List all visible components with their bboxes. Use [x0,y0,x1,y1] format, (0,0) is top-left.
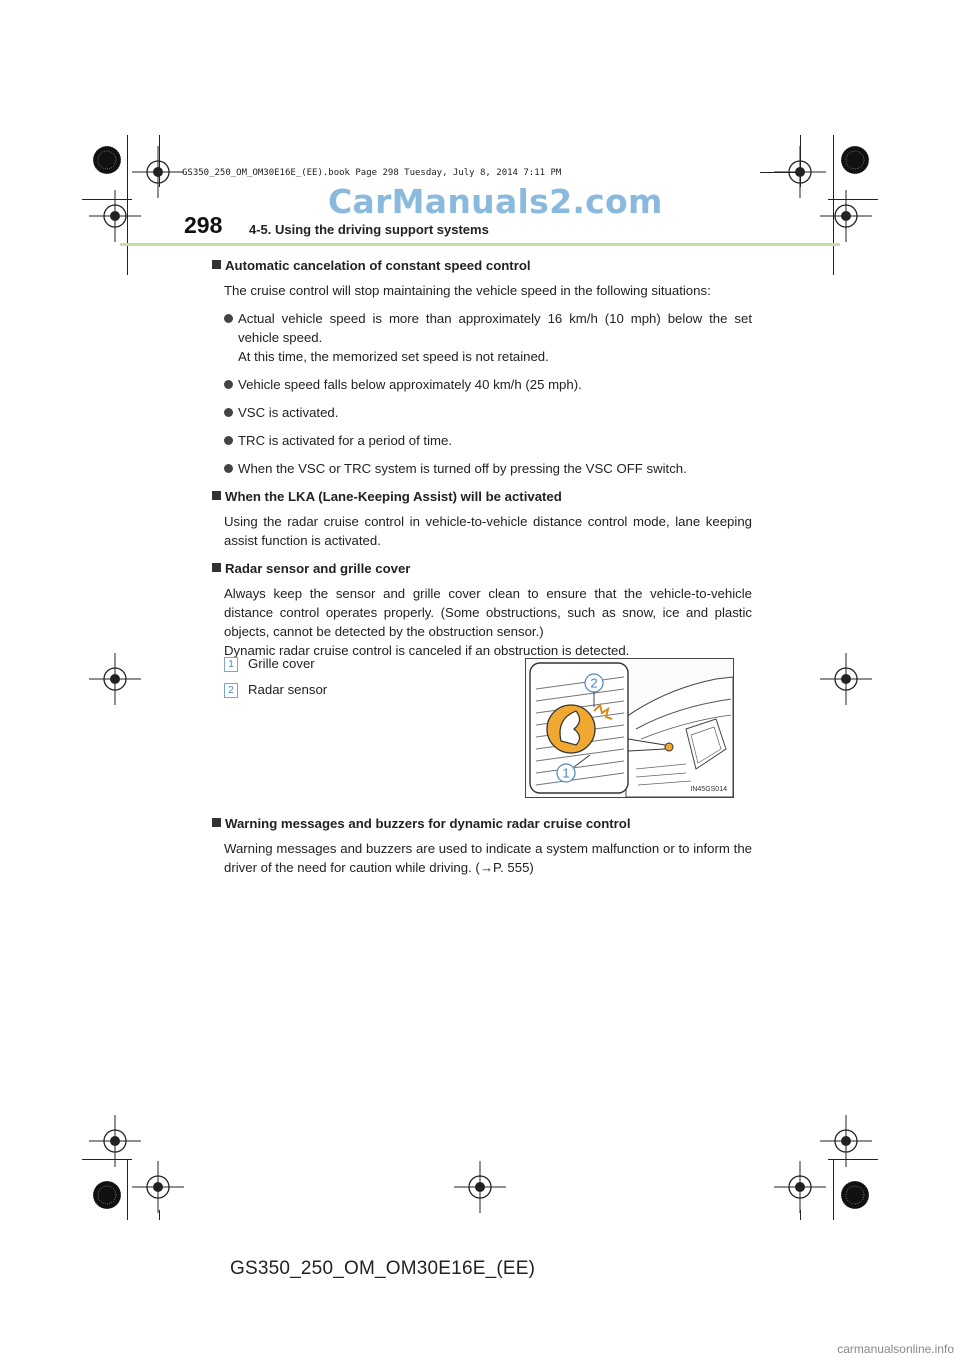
figure-code: IN45GS014 [690,786,727,793]
legend-item [224,682,327,698]
circle-bullet-icon [224,436,233,445]
list-item: Actual vehicle speed is more than approximately 16 km/h (10 mph) below the set vehicle speed. At this time, the memorized set speed is not retained. [224,309,752,366]
section-intro: The cruise control will stop maintaining the vehicle speed in the following situations: [224,283,711,298]
square-bullet-icon [212,818,221,827]
legend-label: Grille cover [248,656,315,671]
footer-watermark[interactable]: carmanualsonline.info [837,1342,954,1356]
section-heading: When the LKA (Lane-Keeping Assist) will be activated [212,487,752,506]
callout-number: 1 [224,657,238,672]
callout-1: 1 [562,765,570,781]
circle-bullet-icon [224,314,233,323]
page-number: 298 [184,212,223,238]
grille-illustration [526,659,733,797]
circle-bullet-icon [224,380,233,389]
legend-item [224,656,315,672]
section-heading: Automatic cancelation of constant speed control [212,256,752,275]
book-info: GS350_250_OM_OM30E16E_(EE).book Page 298 Tuesday, July 8, 2014 7:11 PM [182,168,562,178]
list-item: VSC is activated. [224,403,752,422]
list-item: TRC is activated for a period of time. [224,431,752,450]
square-bullet-icon [212,563,221,572]
callout-2: 2 [590,675,598,691]
section-heading: Radar sensor and grille cover [212,559,752,578]
section-title: 4-5. Using the driving support systems [249,222,489,237]
legend-label: Radar sensor [248,682,328,697]
section-text: Warning messages and buzzers are used to indicate a system malfunction or to inform the driver of the need for caution while driving. (→P. 555) [224,841,752,875]
circle-bullet-icon [224,464,233,473]
section-heading: Warning messages and buzzers for dynamic radar cruise control [212,814,752,833]
section-text: Using the radar cruise control in vehicle-to-vehicle distance control mode, lane keeping assist function is activated. [224,514,752,548]
circle-bullet-icon [224,408,233,417]
list-item: When the VSC or TRC system is turned off by pressing the VSC OFF switch. [224,459,752,478]
list-item: Vehicle speed falls below approximately 40 km/h (25 mph). [224,375,752,394]
main-content [212,256,752,669]
watermark-logo[interactable]: CarManuals2.com [328,182,663,221]
section-text: Dynamic radar cruise control is canceled if an obstruction is detected. [224,643,630,658]
warnings-section [212,814,752,886]
square-bullet-icon [212,260,221,269]
radar-sensor-figure [525,658,734,798]
callout-number: 2 [224,683,238,698]
header-rule [120,243,840,246]
document-code: GS350_250_OM_OM30E16E_(EE) [230,1258,536,1279]
square-bullet-icon [212,491,221,500]
section-text: Always keep the sensor and grille cover clean to ensure that the vehicle-to-vehicle distance control operates properly. (Some obstructions, such as snow, ice and plastic objects, cannot be detected by the obstruction sensor.) [224,586,752,639]
